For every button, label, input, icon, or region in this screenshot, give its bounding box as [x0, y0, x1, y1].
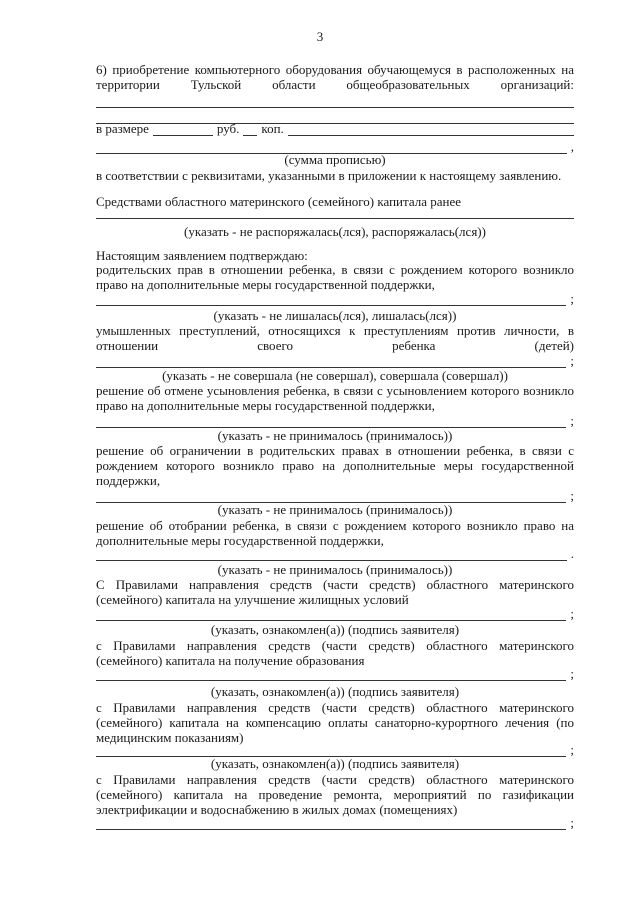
amount-comma: , [570, 139, 574, 154]
line-end-mark: ; [570, 413, 574, 428]
rules-gas-row [96, 815, 574, 830]
amount-size-label: в размере [96, 121, 149, 136]
adoption-row [96, 413, 574, 428]
amount-caption: (сумма прописью) [284, 152, 386, 167]
rules-housing-field[interactable] [96, 606, 566, 621]
crimes-text: умышленных преступлений, относящихся к преступлениям против личности, в отношении своего ребенка (детей) [96, 323, 574, 353]
restriction-text: решение об ограничении в родительских правах в отношении ребенка, в связи с рождением которого возникло право на дополнительные меры государственной поддержки, [96, 443, 574, 488]
line-end-mark: ; [570, 291, 574, 306]
rules-education-text: с Правилами направления средств (части средств) областного материнского (семейного) капитала на получение образования [96, 638, 574, 668]
adoption-caption: (указать - не принималось (принималось)) [217, 428, 453, 443]
item6-line1: 6) приобретение компьютерного оборудования обучающемуся в расположенных на [96, 62, 574, 77]
rules-sanatorium-field[interactable] [96, 742, 566, 757]
removal-row [96, 546, 574, 561]
item6-line2: территории Тульской области общеобразовательных организаций: [96, 77, 574, 92]
line-end-mark: ; [570, 488, 574, 503]
line-end-mark: . [570, 546, 574, 561]
line-end-mark: ; [570, 666, 574, 681]
adoption-field[interactable] [96, 413, 566, 428]
requisites-text: в соответствии с реквизитами, указанными в приложении к настоящему заявлению. [96, 168, 562, 183]
parental-rights-field[interactable] [96, 291, 566, 306]
parental-rights-caption: (указать - не лишалась(лся), лишалась(лся)) [213, 308, 457, 323]
crimes-row [96, 353, 574, 368]
rules-education-row [96, 666, 574, 681]
parental-rights-row [96, 291, 574, 306]
removal-field[interactable] [96, 546, 567, 561]
line-end-mark: ; [570, 815, 574, 830]
amount-extra-field[interactable] [288, 121, 574, 136]
restriction-field[interactable] [96, 488, 566, 503]
crimes-caption: (указать - не совершала (не совершал), совершала (совершал)) [162, 368, 508, 383]
capital-used-text: Средствами областного материнского (семейного) капитала ранее [96, 194, 461, 209]
parental-rights-text: родительских прав в отношении ребенка, в связи с рождением которого возникло право на дополнительные меры государственной поддержки, [96, 262, 574, 292]
confirm-heading: Настоящим заявлением подтверждаю: [96, 248, 308, 263]
amount-kop-label: коп. [261, 121, 284, 136]
amount-kop-field[interactable] [243, 122, 257, 136]
line-end-mark: ; [570, 606, 574, 621]
amount-rub-label: руб. [216, 121, 240, 136]
line-end-mark: ; [570, 742, 574, 757]
capital-used-caption: (указать - не распоряжалась(лся), распоряжалась(лся)) [184, 224, 486, 239]
crimes-field[interactable] [96, 353, 566, 368]
rules-education-caption: (указать, ознакомлен(а)) (подпись заявителя) [210, 684, 460, 699]
rules-housing-caption: (указать, ознакомлен(а)) (подпись заявителя) [210, 622, 460, 637]
removal-caption: (указать - не принималось (принималось)) [217, 562, 453, 577]
rules-housing-text: С Правилами направления средств (части средств) областного материнского (семейного) капитала на улучшение жилищных условий [96, 577, 574, 607]
rules-housing-row [96, 606, 574, 621]
rules-sanatorium-row [96, 742, 574, 757]
adoption-text: решение об отмене усыновления ребенка, в связи с усыновлением которого возникло право на дополнительные меры государственной поддержки, [96, 383, 574, 413]
rules-gas-field[interactable] [96, 815, 566, 830]
amount-rub-field[interactable] [153, 122, 213, 136]
rules-education-field[interactable] [96, 666, 566, 681]
restriction-caption: (указать - не принималось (принималось)) [217, 502, 453, 517]
removal-text: решение об отобрании ребенка, в связи с рождением которого возникло право на дополнительные меры государственной поддержки, [96, 518, 574, 548]
restriction-row [96, 488, 574, 503]
fill-line[interactable] [96, 93, 574, 108]
capital-used-field[interactable] [96, 204, 574, 219]
rules-sanatorium-text: с Правилами направления средств (части средств) областного материнского (семейного) капитала на компенсацию оплаты санаторно-курортного лечения (по медицинским показаниям) [96, 700, 574, 745]
amount-row [96, 121, 574, 136]
rules-sanatorium-caption: (указать, ознакомлен(а)) (подпись заявителя) [210, 756, 460, 771]
rules-gas-text: с Правилами направления средств (части средств) областного материнского (семейного) капитала на проведение ремонта, мероприятий по газификации электрификации и водоснабжению в жилых домах (помещениях) [96, 772, 574, 817]
line-end-mark: ; [570, 353, 574, 368]
page-number: 3 [316, 29, 324, 44]
